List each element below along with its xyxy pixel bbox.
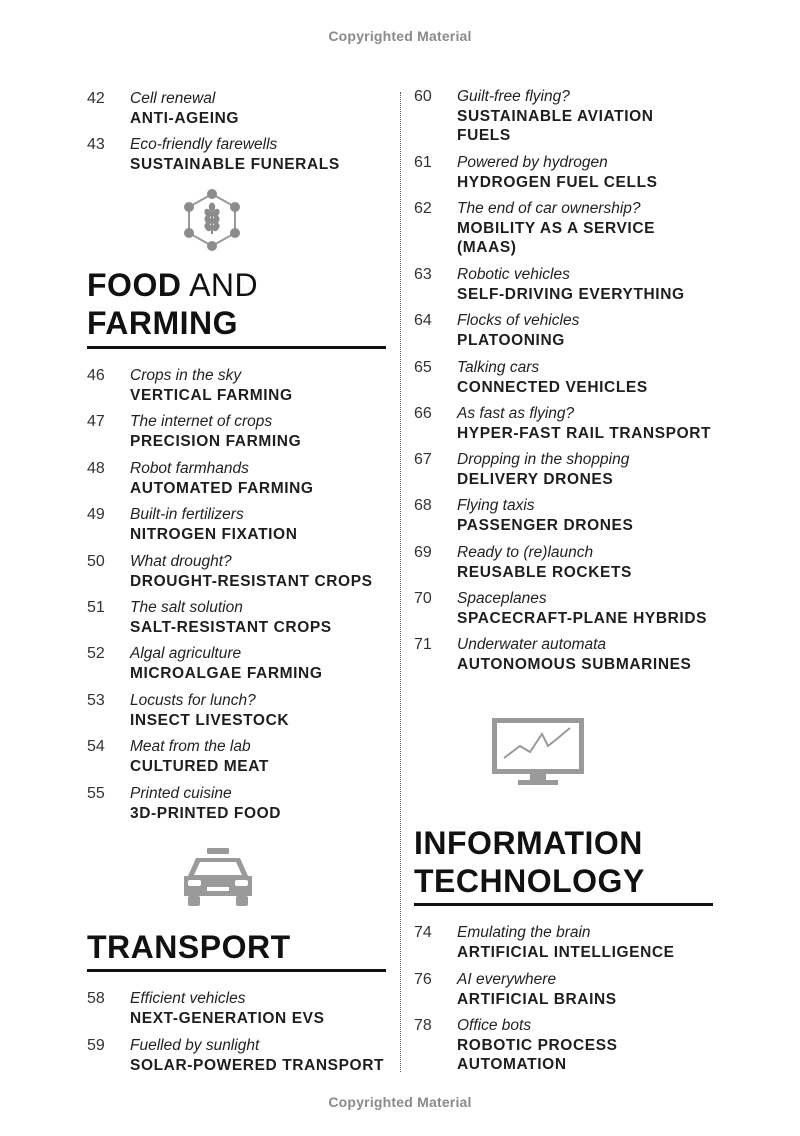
entry-title: MICROALGAE FARMING: [130, 665, 323, 683]
entry-subtitle: Crops in the sky: [130, 367, 242, 384]
entry-title: SUSTAINABLE AVIATION: [457, 108, 654, 125]
monitor-chart-icon: [490, 716, 586, 788]
entry-subtitle: Algal agriculture: [130, 645, 242, 663]
section-title-transport: [87, 928, 291, 966]
entry-subtitle: Dropping in the shopping: [457, 451, 630, 469]
section-title-light: AND: [189, 267, 259, 303]
entry-title: MOBILITY AS A SERVICE: [457, 220, 656, 238]
entry-title: REUSABLE ROCKETS: [457, 563, 632, 581]
page-number: 59: [87, 1037, 105, 1054]
section-rule: [414, 903, 713, 906]
entry-title: ARTIFICIAL BRAINS: [457, 990, 617, 1008]
page-number: 50: [87, 552, 105, 570]
entry-title: AUTOMATED FARMING: [130, 479, 314, 497]
entry-subtitle: Meat from the lab: [130, 738, 251, 756]
entry-subtitle: Ready to (re)launch: [457, 543, 594, 561]
entry-subtitle: Office bots: [457, 1017, 532, 1034]
entry-subtitle: Fuelled by sunlight: [130, 1037, 260, 1054]
page-number: 62: [414, 200, 432, 218]
entry-subtitle: The end of car ownership?: [457, 200, 641, 218]
page-number: 51: [87, 599, 105, 616]
entry-title: SUSTAINABLE FUNERALS: [130, 156, 340, 173]
wheat-hexagon-icon: [180, 188, 244, 252]
page-number: 70: [414, 590, 432, 607]
section-title-line1: INFORMATION: [414, 825, 643, 861]
entry-title: SELF-DRIVING EVERYTHING: [457, 285, 685, 303]
entry-title-line2: AUTOMATION: [457, 1056, 567, 1073]
entry-subtitle: Powered by hydrogen: [457, 153, 608, 171]
entry-title: ARTIFICIAL INTELLIGENCE: [457, 944, 675, 961]
entry-title: PLATOONING: [457, 332, 565, 350]
page-number: 64: [414, 312, 432, 330]
entry-title: ANTI-AGEING: [130, 110, 240, 127]
entry-title: PASSENGER DRONES: [457, 517, 634, 535]
section-title-food-farming: [87, 266, 258, 342]
entry-subtitle: Spaceplanes: [457, 590, 547, 607]
page-number: 48: [87, 459, 105, 477]
page-number: 52: [87, 645, 105, 663]
page-number: 74: [414, 924, 432, 941]
section-rule: [87, 346, 386, 349]
section-title-information-technology: [414, 824, 645, 900]
entry-title: VERTICAL FARMING: [130, 387, 293, 404]
entry-title: SOLAR-POWERED TRANSPORT: [130, 1057, 385, 1074]
page-number: 76: [414, 970, 432, 988]
page-number: 71: [414, 636, 432, 654]
section-title-bold: TRANSPORT: [87, 929, 291, 965]
page-number: 46: [87, 367, 105, 384]
entry-subtitle: Built-in fertilizers: [130, 506, 244, 524]
page-number: 63: [414, 265, 432, 283]
entry-subtitle: Printed cuisine: [130, 784, 232, 802]
page-number: 49: [87, 506, 105, 524]
entry-title: PRECISION FARMING: [130, 433, 302, 451]
page-number: 65: [414, 358, 432, 376]
entry-title: HYDROGEN FUEL CELLS: [457, 173, 658, 191]
entry-title: SPACECRAFT-PLANE HYBRIDS: [457, 610, 708, 627]
entry-title: INSECT LIVESTOCK: [130, 711, 290, 729]
page-number: 42: [87, 90, 105, 107]
entry-subtitle: Flying taxis: [457, 497, 535, 515]
entry-title-line2: (MAAS): [457, 239, 517, 257]
entry-subtitle: Eco-friendly farewells: [130, 136, 278, 153]
page-number: 58: [87, 990, 105, 1007]
column-divider: [400, 92, 401, 1072]
entry-title: CULTURED MEAT: [130, 758, 269, 776]
entry-subtitle: Efficient vehicles: [130, 990, 246, 1007]
page-number: 53: [87, 691, 105, 709]
entry-title: 3D-PRINTED FOOD: [130, 804, 282, 822]
entry-subtitle: AI everywhere: [457, 970, 557, 988]
entry-subtitle: Robot farmhands: [130, 459, 249, 477]
entry-subtitle: Guilt-free flying?: [457, 88, 570, 105]
page-number: 69: [414, 543, 432, 561]
entry-title: ROBOTIC PROCESS: [457, 1037, 618, 1054]
entry-title: NITROGEN FIXATION: [130, 526, 298, 544]
entry-subtitle: The salt solution: [130, 599, 243, 616]
entry-title-line2: FUELS: [457, 127, 511, 144]
page-number: 54: [87, 738, 105, 756]
entry-subtitle: Flocks of vehicles: [457, 312, 580, 330]
entry-title: NEXT-GENERATION EVS: [130, 1010, 325, 1027]
page-number: 43: [87, 136, 105, 153]
page-number: 68: [414, 497, 432, 515]
section-title-bold: FOOD: [87, 267, 182, 303]
entry-subtitle: The internet of crops: [130, 413, 273, 431]
entry-subtitle: Underwater automata: [457, 636, 607, 654]
car-icon: [180, 846, 256, 908]
entry-subtitle: Robotic vehicles: [457, 265, 570, 283]
copyright-watermark-bottom: Copyrighted Material: [328, 1094, 472, 1110]
page-number: 67: [414, 451, 432, 469]
entry-title: CONNECTED VEHICLES: [457, 378, 648, 396]
entry-subtitle: Talking cars: [457, 358, 540, 376]
copyright-watermark-top: Copyrighted Material: [328, 28, 472, 44]
entry-title: AUTONOMOUS SUBMARINES: [457, 656, 692, 674]
entry-title: DELIVERY DRONES: [457, 471, 614, 489]
section-rule: [87, 969, 386, 972]
entry-subtitle: Locusts for lunch?: [130, 691, 256, 709]
entry-subtitle: What drought?: [130, 552, 232, 570]
entry-title: SALT-RESISTANT CROPS: [130, 619, 332, 636]
section-title-line2: TECHNOLOGY: [414, 863, 645, 899]
page-number: 61: [414, 153, 432, 171]
page-number: 47: [87, 413, 105, 431]
page-number: 55: [87, 784, 105, 802]
page-number: 66: [414, 404, 432, 422]
entry-subtitle: As fast as flying?: [457, 404, 575, 422]
entry-subtitle: Cell renewal: [130, 90, 216, 107]
entry-title: HYPER-FAST RAIL TRANSPORT: [457, 424, 712, 442]
entry-subtitle: Emulating the brain: [457, 924, 591, 941]
entry-title: DROUGHT-RESISTANT CROPS: [130, 572, 373, 590]
page-number: 78: [414, 1017, 432, 1034]
section-title-line2: FARMING: [87, 305, 239, 341]
page-number: 60: [414, 88, 432, 105]
